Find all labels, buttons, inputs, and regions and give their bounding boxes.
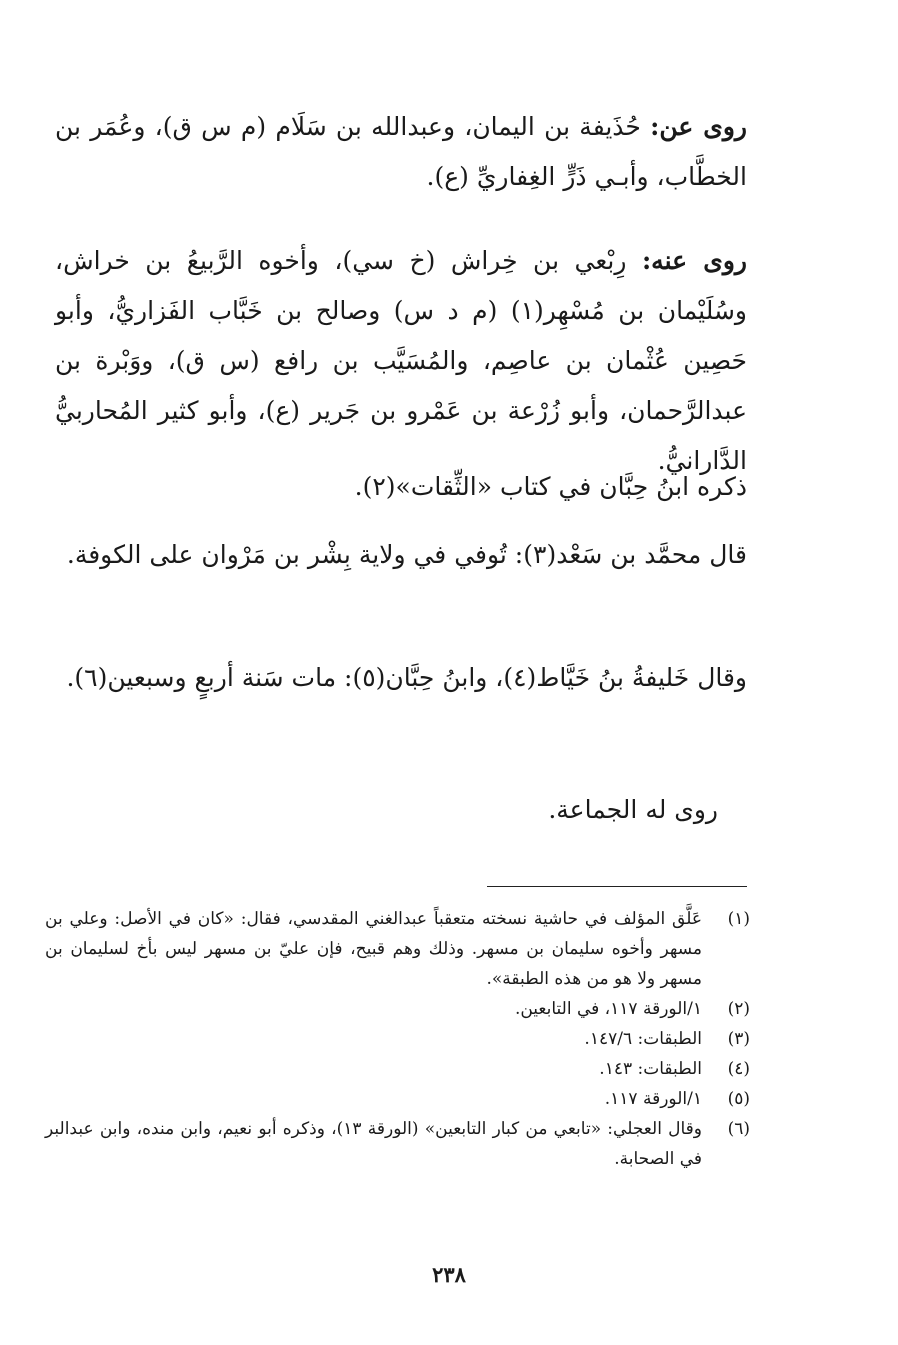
narrated-by-text: رِبْعي بن خِراش (خ سي)، وأخوه الرَّبيعُ بن خراش، وسُلَيْمان بن مُسْهِر(١) (م د س) وصالح بن خَبَّاب الفَزاريُّ، وأبو حَصِين عُثْمان بن عاصِم، والمُسَيَّب بن رافع (س ق)، ووَبْرة بن عبدالرَّحمان، وأبو زُرْعة بن عَمْرو بن جَرير (ع)، وأبو كثير المُحاربيُّ الدَّارانيُّ. [55,246,747,475]
footnote-2 [45,994,750,1024]
footnote-text: ١/الورقة ١١٧، في التابعين. [514,999,702,1019]
footnote-text: الطبقات: ١٤٧/٦. [584,1029,702,1049]
narrated-by-paragraph [55,236,747,486]
footnote-number: (٢) [727,999,750,1019]
footnote-separator [487,886,747,887]
footnote-number: (٤) [727,1059,750,1079]
footnotes [45,904,750,1174]
footnote-text: ١/الورقة ١١٧. [604,1089,702,1109]
footnote-6 [45,1114,750,1174]
narrated-from-text: حُذَيفة بن اليمان، وعبدالله بن سَلَام (م س ق)، وعُمَر بن الخطَّاب، وأبـي ذَرٍّ الغِفاريِّ (ع). [55,112,747,191]
footnote-3 [45,1024,750,1054]
footnote-number: (١) [727,909,750,929]
narrated-from-label: روى عن: [650,112,747,141]
footnote-5 [45,1084,750,1114]
footnote-text: وقال العجلي: «تابعي من كبار التابعين» (الورقة ١٣)، وذكره أبو نعيم، وابن منده، وابن عبدالبر في الصحابة. [45,1119,702,1169]
footnote-number: (٣) [727,1029,750,1049]
narrated-from-paragraph [55,102,747,202]
footnote-text: الطبقات: ١٤٣. [599,1059,702,1079]
jamaa-paragraph: روى له الجماعة. [548,795,718,824]
ibn-hibban-paragraph: ذكره ابنُ حِبَّان في كتاب «الثِّقات»(٢). [354,472,747,501]
footnote-4 [45,1054,750,1084]
footnote-text: عَلَّق المؤلف في حاشية نسخته متعقباً عبدالغني المقدسي، فقال: «كان في الأصل: وعلي بن مسهر وأخوه سليمان بن مسهر. وذلك وهم قبيح، فإن عليّ بن مسهر ليس بأخ لسليمان بن مسهر ولا هو من هذه الطبقة». [45,909,702,989]
ibn-saad-paragraph: قال محمَّد بن سَعْد(٣): تُوفي في ولاية بِشْر بن مَرْوان على الكوفة. [66,540,747,569]
page-number: ٢٣٨ [432,1262,466,1287]
narrated-by-label: روى عنه: [641,246,748,275]
footnote-number: (٥) [727,1089,750,1109]
footnote-number: (٦) [727,1119,750,1139]
footnote-1 [45,904,750,994]
death-year-paragraph: وقال خَليفةُ بنُ خَيَّاط(٤)، وابنُ حِبَّان(٥): مات سَنة أربعٍ وسبعين(٦). [66,663,747,692]
